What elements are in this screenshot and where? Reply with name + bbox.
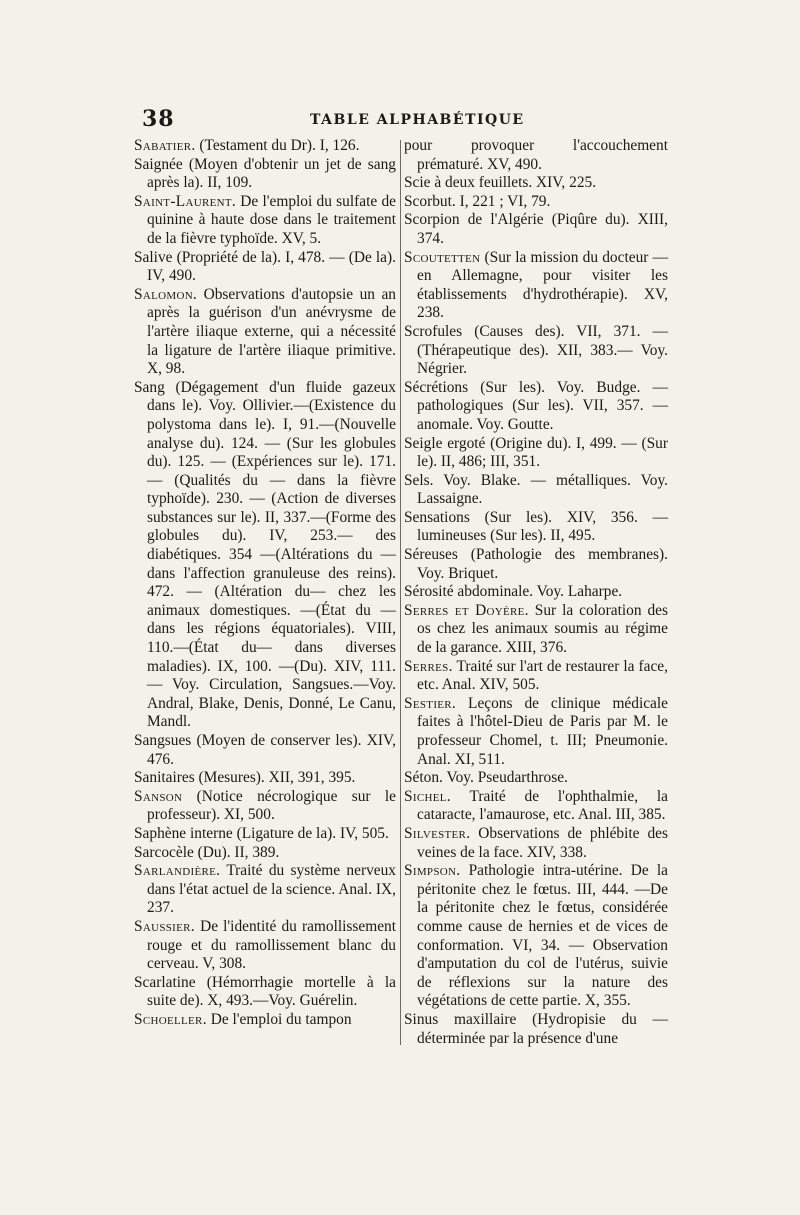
entry-text: Scarlatine (Hémorrhagie mortelle à la suite de). X, 493.—Voy. Guérelin. [134,973,396,1010]
entry-text: Sécrétions (Sur les). Voy. Budge. — pathologiques (Sur les). VII, 357. — anomale. Voy. Goutte. [404,378,668,433]
entry-text: Saignée (Moyen d'obtenir un jet de sang après la). II, 109. [134,155,396,192]
entry-text: Scorpion de l'Algérie (Piqûre du). XIII, 374. [404,211,668,247]
index-entry [404,211,668,248]
entry-heading: Serres et Doyère. [404,601,529,619]
index-entry [404,658,668,695]
index-entry [404,193,668,212]
entry-heading: Sestier. [404,694,457,712]
entry-text: Traité sur l'art de restaurer la face, etc. Anal. XIV, 505. [417,657,668,694]
entry-text: Sur la coloration des os chez les animaux soumis au régime de la garance. XIII, 376. [417,601,668,657]
entry-text: Seigle ergoté (Origine du). I, 499. — (Sur le). II, 486; III, 351. [404,434,668,471]
entry-heading: Sabatier. [134,137,196,154]
entry-heading: Saussier. [134,917,195,935]
entry-heading: Sarlandière. [134,862,221,880]
entry-text: Traité de l'ophthalmie, la cataracte, l'amaurose, etc. Anal. III, 385. [417,787,668,824]
entry-text: (Notice nécrologique sur le professeur). XI, 500. [147,787,396,824]
entry-text: Saphène interne (Ligature de la). IV, 505. [134,824,389,842]
entry-heading: Scoutetten [404,248,481,266]
entry-heading: Serres. [404,657,453,675]
index-entry [404,546,668,583]
index-entry [134,137,396,156]
entry-text: Sarcocèle (Du). II, 389. [134,843,280,861]
entry-text: Observations d'autopsie un an après la guérison d'un anévrysme de l'artère iliaque externe, qui a nécessité la ligature de l'artère iliaque primitive. X, 98. [147,285,396,378]
entry-text: Scie à deux feuillets. XIV, 225. [404,174,597,192]
index-entry [134,825,396,844]
entry-text: Scorbut. I, 221 ; VI, 79. [404,192,551,210]
entry-text: (Testament du Dr). I, 126. [199,137,360,154]
index-entry [404,825,668,862]
index-entry [404,583,668,602]
entry-heading: Schoeller. [134,1010,207,1028]
entry-text: pour provoquer l'accouchement prématuré. XV, 490. [404,137,668,173]
page-number: 38 [142,106,175,132]
index-entry [404,137,668,174]
entry-text: Sérosité abdominale. Voy. Laharpe. [404,583,623,601]
running-title: TABLE ALPHABÉTIQUE [310,112,525,128]
index-entry [404,472,668,509]
entry-text: (Sur la mission du docteur — en Allemagne, pour visiter les établissements d'hydrothérapie). XV, 238. [417,248,668,322]
entry-text: De l'emploi du sulfate de quinine à haute dose dans le traitement de la fièvre typhoïde. XV, 5. [147,192,396,247]
index-entry [134,788,396,825]
index-entry [404,695,668,769]
index-entry [134,1011,396,1030]
index-entry [134,974,396,1011]
index-entry [134,732,396,769]
index-entry [404,1011,668,1048]
entry-heading: Salomon. [134,285,198,303]
right-column [404,137,668,1048]
entry-text: De l'emploi du tampon [210,1010,352,1028]
index-entry [134,844,396,863]
index-entry [134,379,396,732]
entry-text: Sanitaires (Mesures). XII, 391, 395. [134,769,356,787]
index-entry [404,862,668,1011]
index-entry [134,286,396,379]
entry-text: Sang (Dégagement d'un fluide gazeux dans le). Voy. Ollivier.—(Existence du polystoma dans le). I, 91.—(Nouvelle analyse du). 124. — (Sur les globules du). 125. — (Expériences sur le). 171. — (Qualités du — dans la fièvre typhoïde). 230. — (Action de diverses substances sur le). II, 337.—(Forme des globules du). IV, 253.— des diabétiques. 354 —(Altérations du — dans l'affection granuleuse des reins). 472. — (Altération du— chez les animaux domestiques. —(État du —dans les régions équatoriales). VIII, 110.—(État du— dans diverses maladies). IX, 100. —(Du). XIV, 111. — Voy. Circulation, Sangsues.—Voy. Andral, Blake, Denis, Donné, Le Canu, Mandl. [134,378,396,731]
index-entry [134,249,396,286]
entry-text: Sinus maxillaire (Hydropisie du — déterminée par la présence d'une [404,1010,668,1047]
index-entry [404,435,668,472]
entry-text: Traité du système nerveux dans l'état actuel de la science. Anal. IX, 237. [147,862,396,917]
index-entry [134,156,396,193]
left-column [134,137,396,1030]
entry-text: Sels. Voy. Blake. — métalliques. Voy. Lassaigne. [404,471,668,508]
index-entry [134,918,396,974]
index-entry [404,602,668,658]
index-entry [404,323,668,379]
page-header [142,106,664,136]
index-entry [134,769,396,788]
entry-heading: Silvester. [404,824,471,842]
index-entry [404,509,668,546]
entry-heading: Saint-Laurent. [134,192,237,210]
entry-text: Salive (Propriété de la). I, 478. — (De la). IV, 490. [134,248,396,285]
index-entry [134,193,396,249]
index-entry [404,174,668,193]
index-entry [404,769,668,788]
index-entry [404,249,668,323]
entry-text: Sensations (Sur les). XIV, 356. — lumineuses (Sur les). II, 495. [404,508,668,545]
entry-heading: Sanson [134,787,183,805]
entry-text: Leçons de clinique médicale faites à l'hôtel-Dieu de Paris par M. le professeur Chomel, t. III; Pneumonie. Anal. XI, 511. [417,694,668,768]
index-entry [404,788,668,825]
entry-text: Séreuses (Pathologie des membranes). Voy. Briquet. [404,546,668,582]
entry-heading: Simpson. [404,862,461,880]
entry-text: Séton. Voy. Pseudarthrose. [404,769,568,787]
entry-heading: Sichel. [404,787,451,805]
entry-text: Scrofules (Causes des). VII, 371. — (Thérapeutique des). XII, 383.— Voy. Négrier. [404,322,668,378]
index-entry [404,379,668,435]
entry-text: Pathologie intra-utérine. De la péritonite chez le fœtus. III, 444. —De la péritonite chez le fœtus, considérée comme cause de hernies et de vices de conformation. VI, 34. — Observation d'amputation du col de l'utérus, suivie de réflexions sur la nature des végétations de cette partie. X, 355. [417,862,668,1010]
entry-text: Observations de phlébite des veines de la face. XIV, 338. [417,824,668,861]
entry-text: Sangsues (Moyen de conserver les). XIV, 476. [134,732,396,768]
column-divider [400,140,401,1045]
entry-text: De l'identité du ramollissement rouge et du ramollissement blanc du cerveau. V, 308. [147,917,396,973]
index-entry [134,862,396,918]
